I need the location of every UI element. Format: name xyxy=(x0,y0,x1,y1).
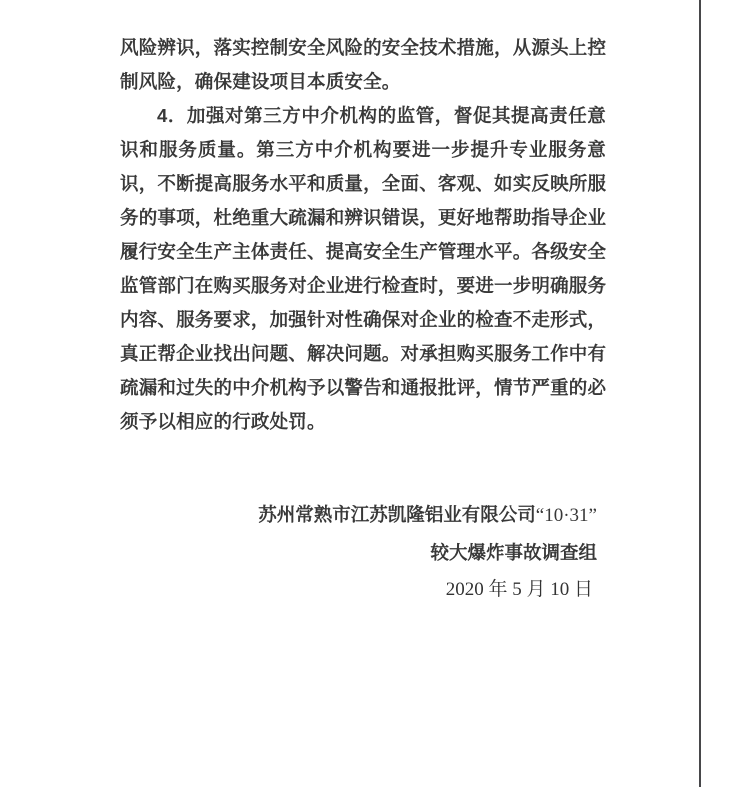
body-text-line: 识，不断提高服务水平和质量，全面、客观、如实反映所服 xyxy=(120,173,607,194)
body-text-line: 须予以相应的行政处罚。 xyxy=(120,411,326,432)
signature-company-code: “10·31” xyxy=(535,505,597,526)
signature-date: 2020 年 5 月 10 日 xyxy=(445,579,593,600)
body-text-line: 履行安全生产主体责任、提高安全生产管理水平。各级安全 xyxy=(120,241,607,262)
body-text-line: 风险辨识，落实控制安全风险的安全技术措施，从源头上控 xyxy=(120,37,607,58)
signature-team: 较大爆炸事故调查组 xyxy=(430,542,597,563)
body-text-line: 识和服务质量。第三方中介机构要进一步提升专业服务意 xyxy=(120,139,606,160)
body-text-line: 制风险，确保建设项目本质安全。 xyxy=(120,71,401,92)
signature-company xyxy=(258,496,597,534)
page-border-line xyxy=(699,0,701,787)
body-text-line: 内容、服务要求，加强针对性确保对企业的检查不走形式， xyxy=(120,309,607,330)
signature-company-name: 苏州常熟市江苏凯隆铝业有限公司 xyxy=(258,504,536,525)
body-text-line: 务的事项，杜绝重大疏漏和辨识错误，更好地帮助指导企业 xyxy=(120,207,607,228)
body-text-line: 监管部门在购买服务对企业进行检查时，要进一步明确服务 xyxy=(120,275,607,296)
body-text-block xyxy=(120,31,606,439)
signature-block xyxy=(258,496,597,608)
body-text-line: 疏漏和过失的中介机构予以警告和通报批评，情节严重的必 xyxy=(120,377,607,398)
body-text-line: 4．加强对第三方中介机构的监管，督促其提高责任意 xyxy=(157,105,606,126)
body-text-line: 真正帮企业找出问题、解决问题。对承担购买服务工作中有 xyxy=(120,343,607,364)
